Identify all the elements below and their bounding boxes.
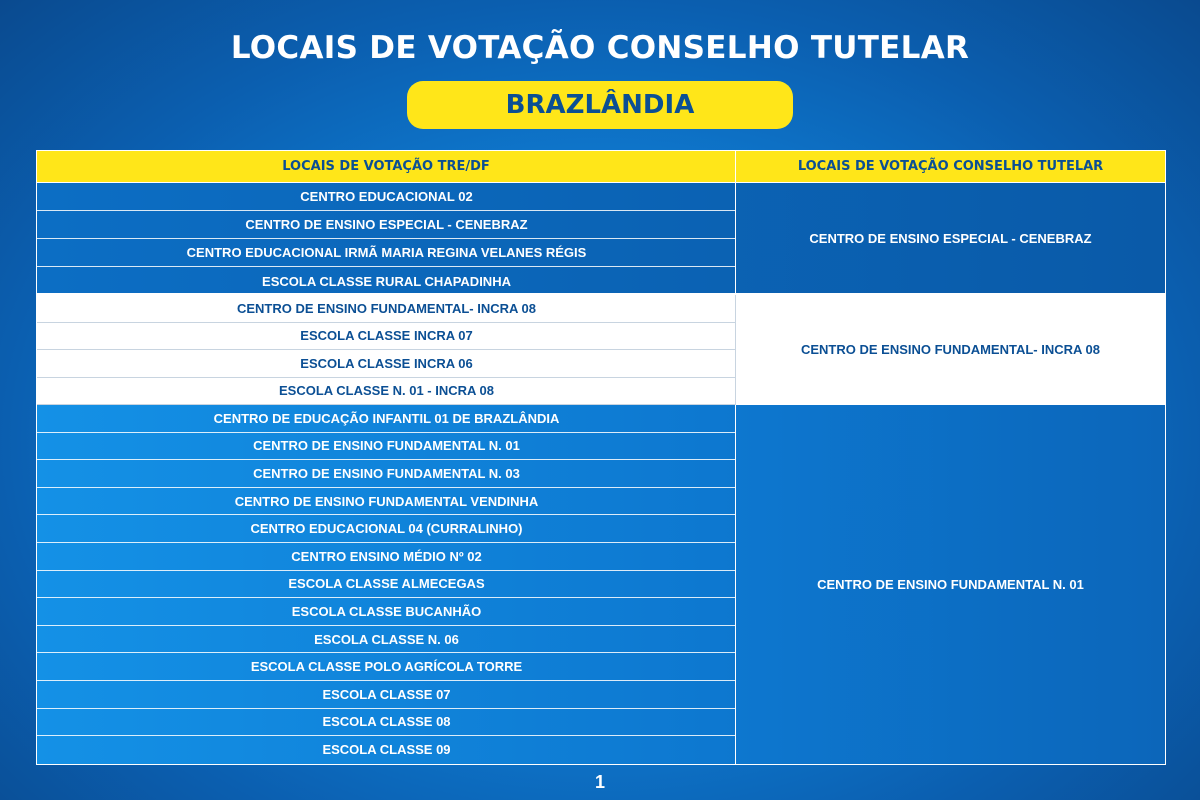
- table-row: CENTRO ENSINO MÉDIO Nº 02: [37, 543, 736, 571]
- table-group-1: [37, 183, 1165, 295]
- table-row: ESCOLA CLASSE 09: [322, 742, 451, 758]
- table-row: ESCOLA CLASSE RURAL CHAPADINHA: [262, 273, 511, 289]
- table-row: CENTRO EDUCACIONAL 02: [37, 183, 736, 211]
- conselho-location-cell: CENTRO DE ENSINO ESPECIAL - CENEBRAZ: [809, 230, 1092, 246]
- table-row: CENTRO DE ENSINO FUNDAMENTAL N. 01: [37, 433, 736, 461]
- conselho-location-cell: CENTRO DE ENSINO FUNDAMENTAL- INCRA 08: [800, 342, 1100, 357]
- table-row: CENTRO EDUCACIONAL IRMÃ MARIA REGINA VELANES RÉGIS: [37, 239, 736, 267]
- page-number: 1: [594, 772, 605, 792]
- region-label: BRAZLÂNDIA: [505, 90, 695, 120]
- table-row: ESCOLA CLASSE N. 01 - INCRA 08: [37, 378, 736, 406]
- table-row: CENTRO DE ENSINO FUNDAMENTAL- INCRA 08: [37, 295, 736, 323]
- table-row: CENTRO DE EDUCAÇÃO INFANTIL 01 DE BRAZLÂNDIA: [37, 405, 736, 433]
- page-title: LOCAIS DE VOTAÇÃO CONSELHO TUTELAR: [230, 30, 970, 66]
- table-row: CENTRO DE ENSINO ESPECIAL - CENEBRAZ: [37, 211, 736, 239]
- tre-cell-list: [37, 295, 736, 404]
- table-row: ESCOLA CLASSE BUCANHÃO: [37, 598, 736, 626]
- table-row: CENTRO DE ENSINO FUNDAMENTAL VENDINHA: [37, 488, 736, 516]
- table-row: ESCOLA CLASSE INCRA 07: [37, 323, 736, 351]
- table-row: ESCOLA CLASSE POLO AGRÍCOLA TORRE: [37, 653, 736, 681]
- table-group-3: [37, 405, 1165, 764]
- voting-locations-table: [36, 150, 1166, 765]
- table-row: CENTRO DE ENSINO FUNDAMENTAL N. 03: [37, 460, 736, 488]
- column-header-tre: LOCAIS DE VOTAÇÃO TRE/DF: [37, 151, 736, 183]
- tre-cell-list: [37, 405, 736, 764]
- table-row: CENTRO EDUCACIONAL 04 (CURRALINHO): [37, 515, 736, 543]
- column-header-conselho: LOCAIS DE VOTAÇÃO CONSELHO TUTELAR: [736, 151, 1165, 183]
- region-badge: [407, 81, 793, 129]
- table-row: ESCOLA CLASSE ALMECEGAS: [37, 571, 736, 599]
- table-group-2: [37, 295, 1165, 405]
- table-row: ESCOLA CLASSE 08: [37, 709, 736, 737]
- table-row: ESCOLA CLASSE 07: [37, 681, 736, 709]
- conselho-location-cell: CENTRO DE ENSINO FUNDAMENTAL N. 01: [817, 577, 1084, 592]
- table-row: ESCOLA CLASSE INCRA 06: [37, 350, 736, 378]
- table-row: ESCOLA CLASSE N. 06: [37, 626, 736, 654]
- tre-cell-list: [37, 183, 736, 293]
